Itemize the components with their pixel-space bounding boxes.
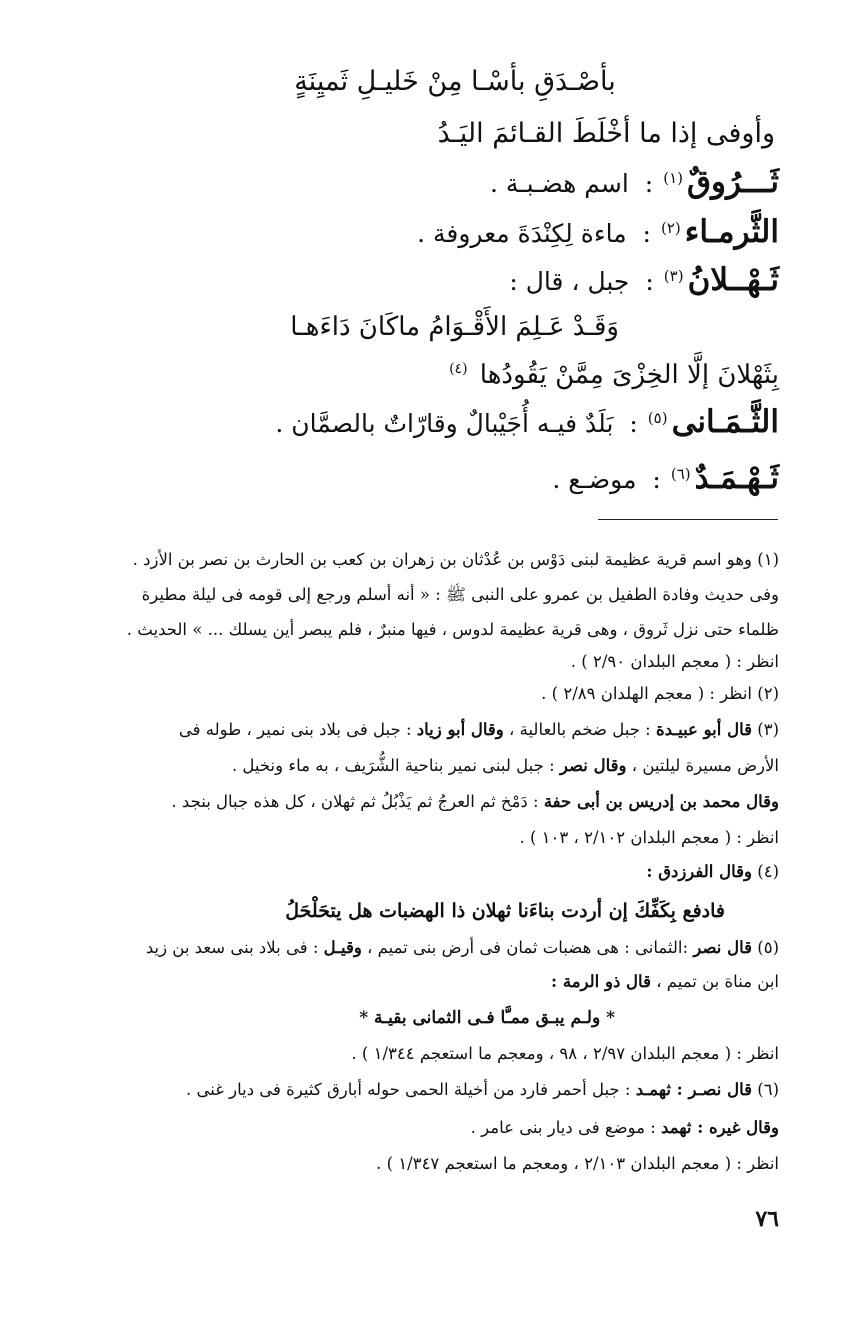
- footnote-ref: (٥): [647, 408, 668, 427]
- entry-separator: :: [629, 409, 638, 438]
- footnote-ref: (١): [663, 168, 683, 187]
- entry-thahmad: [552, 460, 779, 496]
- footnote-line: [551, 972, 779, 991]
- entry-definition: جبل ، قال :: [509, 267, 630, 296]
- footnote-line: [171, 792, 779, 811]
- verse-line-2: وأوفى إذا ما أخْلَطَ القـائمَ اليَـدُ: [437, 118, 775, 149]
- entry-headword: ثَـهْـمَـدٌ: [694, 460, 779, 496]
- footnote-divider: [598, 519, 778, 520]
- page-number: ٧٦: [755, 1206, 779, 1232]
- footnote-ref: (٦): [670, 464, 691, 483]
- footnote-source: قال نصـر : ثهمـد: [635, 1080, 752, 1099]
- footnote-text: ابن مناة بن تميم ،: [656, 972, 779, 991]
- footnote-number: (٤): [757, 862, 779, 881]
- footnote-text: : جبل فى بلاد بنى نمير ، طوله فى: [178, 720, 412, 739]
- footnote-line: [471, 1118, 779, 1137]
- footnote-source: قال ذو الرمة :: [551, 972, 651, 991]
- footnote-line: [146, 938, 779, 957]
- footnote-line: (٢) انظر : ( معجم الهلدان ٢/٨٩ ) .: [541, 684, 779, 703]
- footnote-line: [186, 1080, 779, 1099]
- footnote-number: (٦): [757, 1080, 779, 1099]
- entry-headword: ثَـهْــلانُ: [687, 262, 779, 298]
- footnote-line: ظلماء حتى نزل ثَروق ، وهى قرية عظيمة لدوس ، فيها منبرٌ ، فلم يبصر أين يسلك ... » الحديث .: [126, 620, 779, 639]
- footnote-source: وقيـل: [323, 938, 362, 957]
- footnote-ref: (٣): [663, 266, 684, 285]
- footnote-line: [179, 720, 779, 739]
- poem-line-2: [439, 360, 779, 390]
- footnote-line: [232, 756, 779, 775]
- footnote-text: : جبل لبنى نمير بناحية الشُّرَيف ، به ماء ونخيل .: [231, 756, 555, 775]
- footnote-source: وقال محمد بن إدريس بن أبى حفة: [543, 792, 779, 811]
- footnote-text: : جبل أحمر فارد من أخيلة الحمى حوله أبارق كثيرة فى ديار غنى .: [186, 1080, 631, 1099]
- footnote-text: الأرض مسيرة ليلتين ،: [631, 756, 779, 775]
- entry-headword: الثَّـمَـانى: [671, 404, 779, 440]
- footnote-text: : دَمْخ ثم العرجُ ثم يَذْبُلُ ثم ثهلان ، كل هذه جبال بنجد .: [171, 792, 539, 811]
- entry-separator: :: [644, 169, 654, 198]
- entry-tharuq: [490, 164, 779, 200]
- footnote-line: وفى حديث وفادة الطفيل بن عمرو على النبى ﷺ : « أنه أسلم ورجع إلى قومه فى ليلة مطيرة: [141, 585, 779, 604]
- footnote-text: : فى بلاد بنى سعد بن زيد: [145, 938, 319, 957]
- entry-thamani: [275, 404, 779, 440]
- entry-definition: موضـع .: [552, 465, 637, 494]
- entry-separator: :: [652, 465, 661, 494]
- entry-definition: اسم هضـبـة .: [489, 169, 629, 198]
- footnote-source: قال أبو عبيـدة: [655, 720, 752, 739]
- poem-line-1: وَقَـدْ عَـلِمَ الأَقْـوَامُ ماكَانَ دَاءَهـا: [290, 312, 619, 342]
- footnote-number: (٥): [757, 938, 779, 957]
- entry-definition: ماءة لِكِنْدَةَ معروفة .: [417, 219, 627, 248]
- footnote-source: وقال نصر: [559, 756, 627, 775]
- footnote-text: : موضع فى ديار بنى عامر .: [470, 1118, 656, 1137]
- footnote-line: [646, 862, 779, 881]
- footnote-line: انظر : ( معجم البلدان ٢/١٠٢ ، ١٠٣ ) .: [519, 828, 779, 847]
- entry-headword: ثَـــرُوقٌ: [686, 164, 779, 200]
- footnote-source: قال نصر: [693, 938, 752, 957]
- footnote-ref: (٢): [660, 218, 681, 237]
- footnote-source: وقال الفرزدق :: [646, 862, 752, 881]
- footnote-verse: * ولـم يبـق ممـَّا فـى الثمانى بقيـة *: [359, 1008, 615, 1028]
- footnote-line: انظر : ( معجم البلدان ٢/٩٠ ) .: [570, 652, 779, 671]
- entry-separator: :: [642, 219, 651, 248]
- entry-headword: الثَّرمـاء: [684, 214, 779, 250]
- entry-definition: بَلَدٌ فيـه أُجَيْبالٌ وقارّاتٌ بالصمَّان .: [275, 409, 614, 438]
- footnote-text: : جبل ضخم بالعالية ،: [509, 720, 651, 739]
- footnote-text: :الثمانى : هى هضبات ثمان فى أرض بنى تميم ،: [367, 938, 689, 957]
- footnote-verse: فادفع بِكَفِّكَ إن أردت بناءَنا ثهلان ذا الهضبات هل يتحَلْحَلُ: [285, 900, 725, 922]
- entry-separator: :: [645, 267, 654, 296]
- poem-line-2-text: بِثَهْلانَ إلَّا الخِزْىَ مِمَّنْ يَقُودُها: [479, 360, 779, 390]
- entry-tharma: [417, 214, 779, 250]
- footnote-source: وقال غيره : ثهمد: [661, 1118, 779, 1137]
- footnote-line: (١) وهو اسم قرية عظيمة لبنى دَوْس بن عُدْثان بن زهران بن كعب بن الحارث بن نصر بن الأزد .: [132, 550, 779, 569]
- footnote-source: وقال أبو زياد: [416, 720, 504, 739]
- footnote-line: انظر : ( معجم البلدان ٢/٩٧ ، ٩٨ ، ومعجم ما استعجم ١/٣٤٤ ) .: [351, 1044, 779, 1063]
- footnote-number: (٣): [757, 720, 779, 739]
- footnote-line: انظر : ( معجم البلدان ٢/١٠٣ ، ومعجم ما استعجم ١/٣٤٧ ) .: [376, 1154, 779, 1173]
- verse-line-1: بأصْـدَقِ بأسْـا مِنْ خَليـلِ ثَميِنَةٍ: [294, 66, 616, 97]
- footnote-ref: (٤): [449, 361, 468, 378]
- entry-thahlan: [509, 262, 779, 298]
